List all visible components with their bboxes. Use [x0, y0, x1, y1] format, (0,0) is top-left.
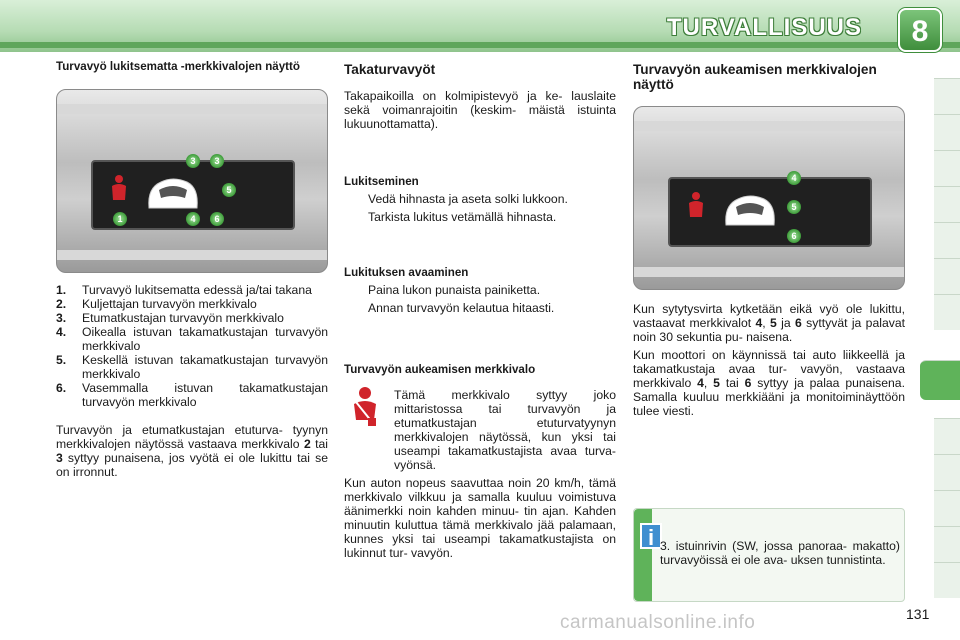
warning-heading: Turvavyön aukeamisen merkkivalo: [344, 363, 536, 376]
text-run: syttyvät ja palavat noin 30 sekuntia pu- naisena.: [633, 316, 905, 344]
indicator-label: 5: [222, 183, 236, 197]
chapter-tab[interactable]: [934, 222, 960, 258]
column-seatbelt-unlocked: [56, 60, 328, 479]
text-run-bold: 4: [697, 376, 704, 390]
list-item: [344, 192, 616, 206]
warning-text-2: Kun auton nopeus saavuttaa noin 20 km/h, tämä merkkivalo vilkkuu ja samalla kuuluu voimistuva äänimerkki noin kahden minuu- tin ajan. Kahden minuutin kuluttua tämä merkkivalo jää palamaan, kunnes yksi tai useampi takamatkustajista on lukinnut tur- vavyön.: [344, 476, 616, 560]
chapter-tab[interactable]: [934, 454, 960, 490]
chapter-tab-active[interactable]: [920, 360, 960, 400]
page-number: 131: [906, 606, 930, 622]
arrow-icon: [344, 301, 368, 315]
indicator-label: 6: [210, 212, 224, 226]
chapter-tab[interactable]: [934, 562, 960, 598]
legend-item: [56, 283, 328, 297]
locking-list: [344, 192, 616, 224]
chapter-badge: 8: [898, 8, 942, 52]
unlocking-list: [344, 283, 616, 315]
car-top-view-icon: [718, 185, 782, 239]
legend-number: 5.: [56, 353, 67, 367]
legend-text: Turvavyö lukitsematta edessä ja/tai takana: [82, 283, 312, 297]
column-rear-seatbelts: [344, 60, 616, 560]
warning-text: Tämä merkkivalo syttyy joko mittaristossa tai turvavyön ja etumatkustajan etuturvatyynyn merkkivalojen näytössä, kun yksi tai useampi takamatkustajista avaa turva- vyönsä.: [394, 388, 616, 472]
list-item: [344, 301, 616, 315]
text-run: syttyy punaisena, jos vyötä ei ole lukittu tai se on irronnut.: [56, 451, 328, 479]
legend-item: [56, 381, 328, 409]
text-run-bold: 2: [303, 437, 311, 451]
text-run-bold: 6: [795, 316, 802, 330]
figure-band: [57, 104, 327, 114]
indicator-label: 4: [186, 212, 200, 226]
legend-text: Kuljettajan turvavyön merkkivalo: [82, 297, 257, 311]
indicator-label: 1: [113, 212, 127, 226]
chapter-tab[interactable]: [934, 294, 960, 330]
chapter-tab[interactable]: [934, 114, 960, 150]
arrow-icon: [344, 192, 368, 206]
page-title: TURVALLISUUS: [666, 14, 862, 41]
legend-text: Vasemmalla istuvan takamatkustajan turvavyön merkkivalo: [82, 381, 328, 409]
legend-number: 6.: [56, 381, 67, 395]
warning-block: [344, 386, 616, 472]
page-header: [0, 0, 960, 52]
dashboard-figure: [56, 89, 328, 273]
legend-text: Oikealla istuvan takamatkustajan turvavyön merkkivalo: [82, 325, 328, 353]
text-run: Kun moottori on käynnissä tai auto liikkeellä ja takamatkustaja avaa tur- vavyön, vastaava merkkivalo: [633, 348, 905, 390]
text-run-bold: 3: [56, 451, 63, 465]
chapter-tab[interactable]: [934, 258, 960, 294]
list-text: Paina lukon punaista painiketta.: [368, 283, 541, 297]
chapter-tabs: [930, 66, 960, 626]
text-run: syttyy ja palaa punaisena. Samalla kuuluu merkkiääni ja monitoiminäyttöön tulee viesti.: [633, 376, 905, 418]
chapter-tab[interactable]: [934, 490, 960, 526]
list-item: [344, 283, 616, 297]
legend-number: 1.: [56, 283, 67, 297]
section-heading: Turvavyö lukitsematta -merkkivalojen näyttö: [56, 60, 300, 73]
legend-text: Etumatkustajan turvavyön merkkivalo: [82, 311, 284, 325]
arrow-icon: [344, 210, 368, 224]
text-run: Turvavyön ja etumatkustajan etuturva- tyynyn merkkivalojen näytössä vastaava merkkivalo: [56, 423, 328, 451]
text-run: Kun sytytysvirta kytketään eikä vyö ole lukittu, vastaavat merkkivalot: [633, 302, 905, 330]
indicator-label: 4: [787, 171, 801, 185]
legend-text: Keskellä istuvan takamatkustajan turvavyön merkkivalo: [82, 353, 328, 381]
section-title: Takaturvavyöt: [344, 62, 436, 77]
text-run: ,: [762, 316, 771, 330]
indicator-label: 3: [210, 154, 224, 168]
seatbelt-open-icon: [348, 386, 382, 428]
figure-band: [634, 121, 904, 131]
intro-paragraph: Takapaikoilla on kolmipistevyö ja ke- lauslaite sekä voimanrajoitin (keskim- mäistä istuinta lukuunottamatta).: [344, 89, 616, 131]
figure-band: [57, 250, 327, 260]
list-text: Vedä hihnasta ja aseta solki lukkoon.: [368, 192, 568, 206]
legend-item: [56, 297, 328, 311]
figure-band: [634, 267, 904, 277]
unlocking-heading: Lukituksen avaaminen: [344, 266, 469, 279]
legend-item: [56, 325, 328, 353]
legend-number: 3.: [56, 311, 67, 325]
list-item: [344, 210, 616, 224]
header-strip: [0, 42, 960, 48]
dashboard-figure: [633, 106, 905, 290]
opening-paragraph-2: [633, 348, 905, 418]
chapter-tab[interactable]: [934, 186, 960, 222]
column-opening-indicators: [633, 60, 905, 418]
chapter-tab[interactable]: [934, 418, 960, 454]
watermark: carmanualsonline.info: [560, 612, 756, 633]
indicator-label: 5: [787, 200, 801, 214]
indicator-label: 3: [186, 154, 200, 168]
seatbelt-paragraph: [56, 423, 328, 479]
section-title: Turvavyön aukeamisen merkkivalojen näyttö: [633, 62, 877, 92]
info-icon: i: [640, 523, 662, 549]
locking-heading: Lukitseminen: [344, 175, 419, 188]
legend-list: [56, 283, 328, 409]
chapter-tab[interactable]: [934, 526, 960, 562]
text-run: tai: [310, 437, 328, 451]
legend-number: 4.: [56, 325, 67, 339]
warning-icon-wrap: [344, 386, 394, 472]
text-run: ja: [776, 316, 796, 330]
arrow-icon: [344, 283, 368, 297]
text-run: tai: [719, 376, 745, 390]
text-run-bold: 5: [713, 376, 720, 390]
legend-number: 2.: [56, 297, 67, 311]
info-box: [633, 508, 905, 602]
seatbelt-warning-icon: [109, 174, 129, 204]
chapter-tab[interactable]: [934, 150, 960, 186]
text-run: ,: [703, 376, 714, 390]
chapter-tab[interactable]: [934, 78, 960, 114]
legend-item: [56, 353, 328, 381]
legend-item: [56, 311, 328, 325]
opening-paragraph-1: [633, 302, 905, 344]
list-text: Tarkista lukitus vetämällä hihnasta.: [368, 210, 557, 224]
text-run-bold: 6: [744, 376, 752, 390]
info-text: 3. istuinrivin (SW, jossa panoraa- makatto) turvavyöissä ei ole ava- uksen tunnistinta.: [660, 539, 900, 567]
seatbelt-warning-icon: [686, 191, 706, 221]
text-run-bold: 4: [755, 316, 763, 330]
indicator-label: 6: [787, 229, 801, 243]
list-text: Annan turvavyön kelautua hitaasti.: [368, 301, 555, 315]
text-run-bold: 5: [770, 316, 777, 330]
